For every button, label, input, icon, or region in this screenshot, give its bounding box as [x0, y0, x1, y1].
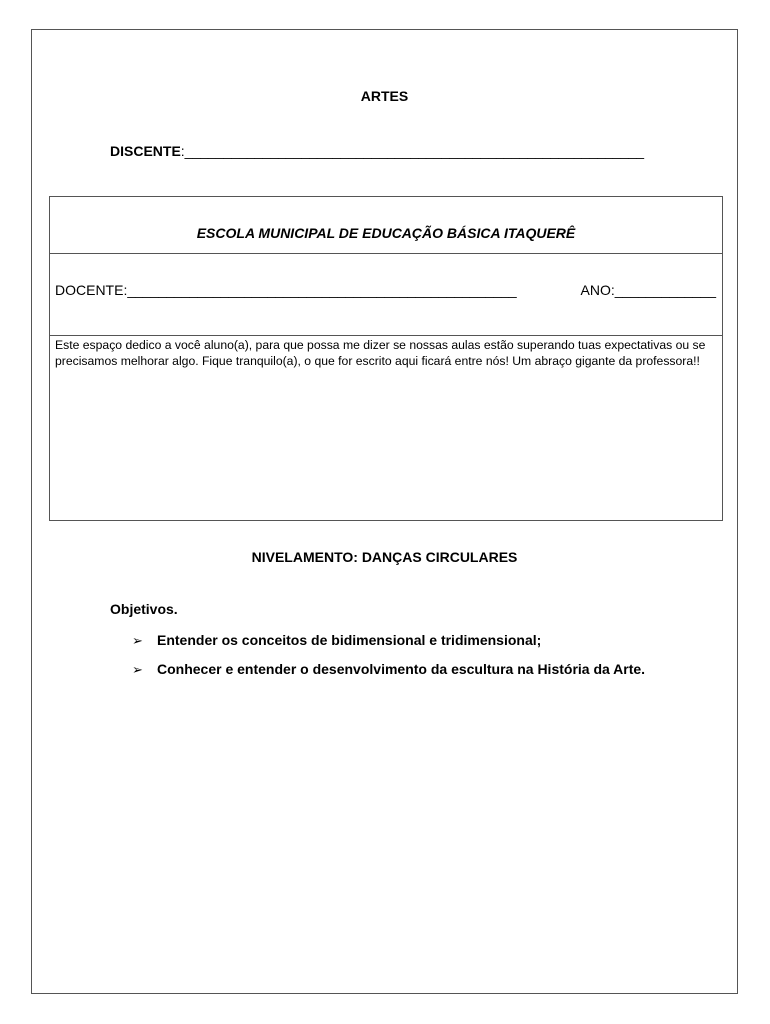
student-label: DISCENTE	[110, 143, 181, 159]
document-page	[31, 29, 738, 994]
student-name-blank[interactable]: :___________________________________________________________	[180, 143, 645, 159]
feedback-message: Este espaço dedico a você aluno(a), para que possa me dizer se nossas aulas estão superando tuas expectativas ou se precisamos melhorar algo. Fique tranquilo(a), o que for escrito aqui ficará entre nós! Um abraço gigante da professora!!	[55, 338, 706, 368]
student-name-field[interactable]	[110, 143, 644, 159]
school-name: ESCOLA MUNICIPAL DE EDUCAÇÃO BÁSICA ITAQUERÊ	[196, 225, 576, 241]
objectives-heading: Objetivos.	[110, 601, 178, 617]
objective-text: Entender os conceitos de bidimensional e tridimensional;	[157, 632, 542, 648]
year-field[interactable]: ANO:_____________	[580, 282, 716, 298]
objective-item	[132, 660, 692, 679]
objectives-list	[132, 631, 692, 689]
objective-item	[132, 631, 692, 650]
arrow-bullet-icon: ➢	[132, 633, 143, 648]
school-name-row	[50, 197, 722, 254]
teacher-year-row	[50, 254, 722, 336]
objective-text: Conhecer e entender o desenvolvimento da escultura na História da Arte.	[157, 661, 646, 677]
subject-title: ARTES	[360, 88, 409, 104]
school-info-box	[49, 196, 723, 521]
leveling-title: NIVELAMENTO: DANÇAS CIRCULARES	[251, 549, 518, 565]
arrow-bullet-icon: ➢	[132, 662, 143, 677]
teacher-field[interactable]: DOCENTE:__________________________________________________	[55, 282, 517, 298]
feedback-area[interactable]	[50, 336, 722, 520]
